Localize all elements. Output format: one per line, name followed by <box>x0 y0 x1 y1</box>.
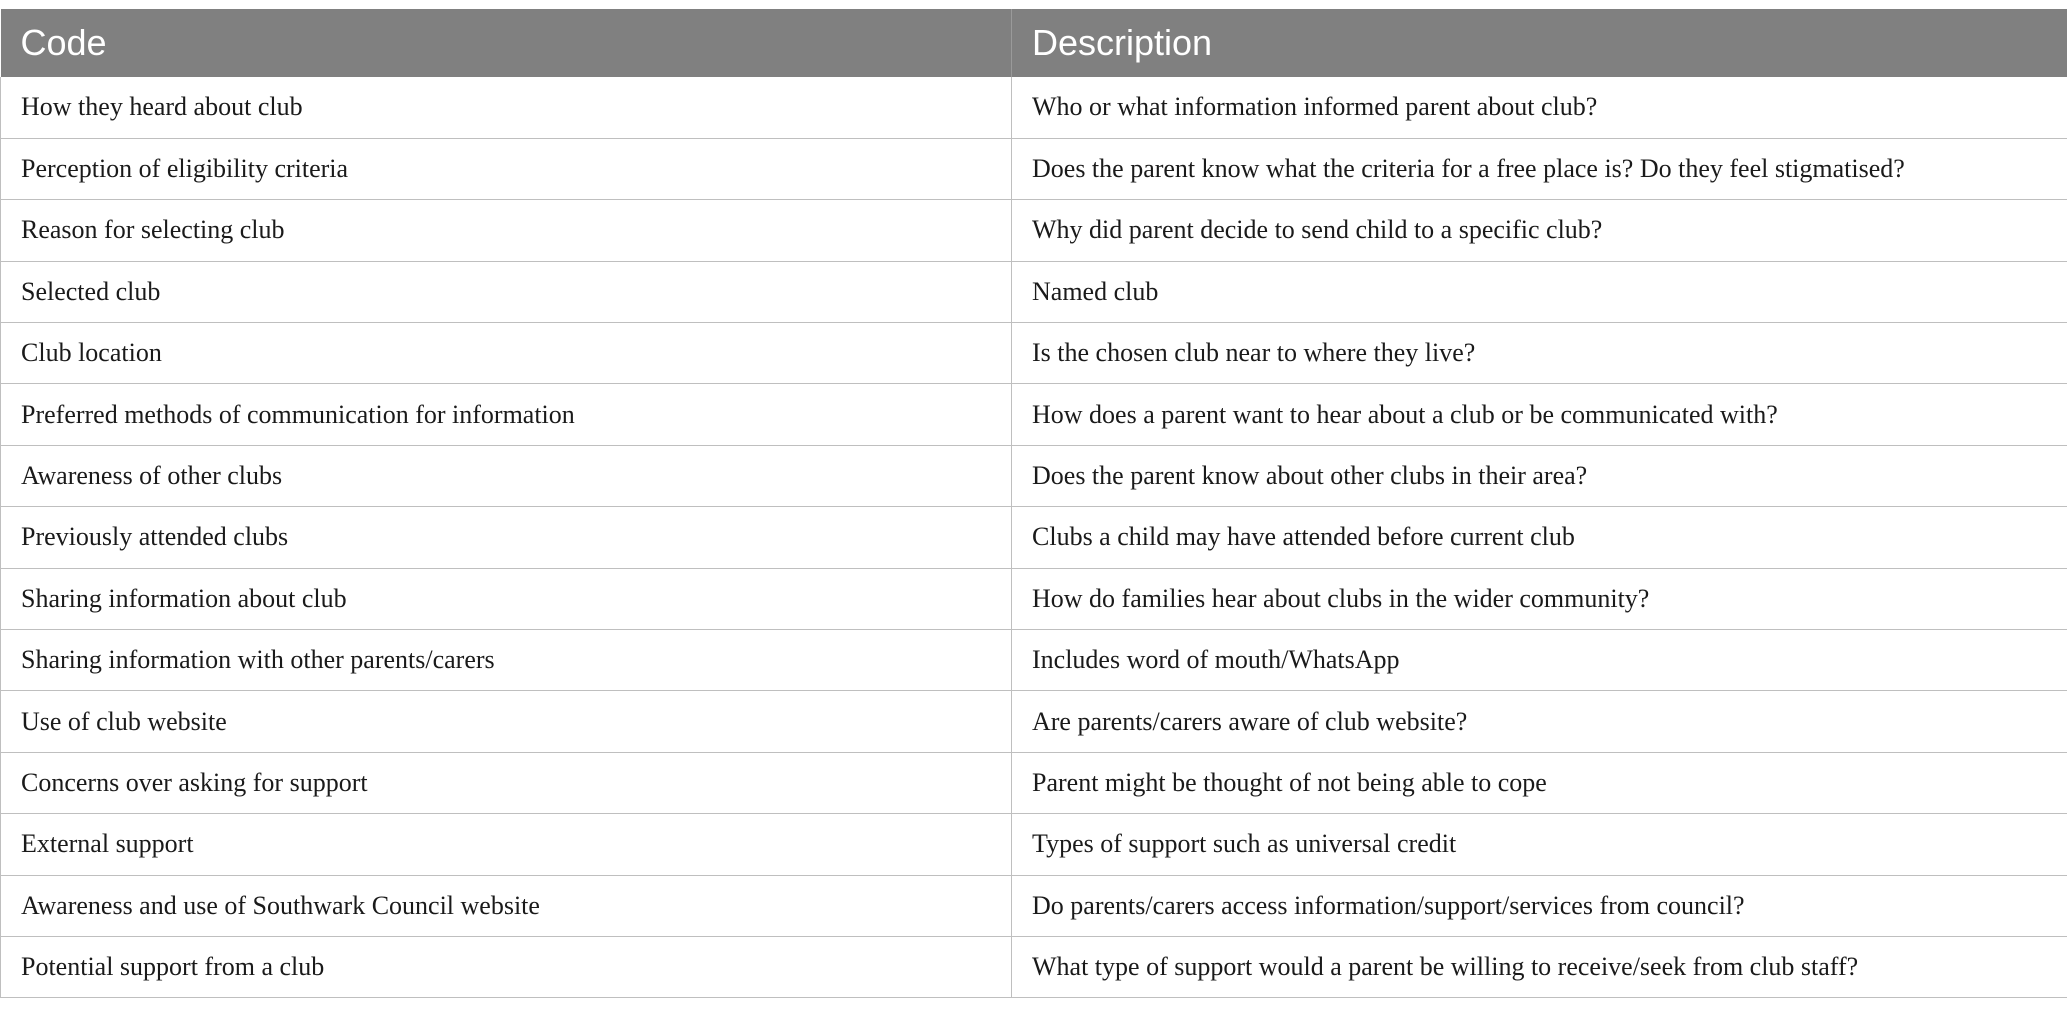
code-cell: External support <box>1 814 1012 875</box>
description-cell: How does a parent want to hear about a club or be communicated with? <box>1012 384 2067 445</box>
table-row <box>1 507 2067 568</box>
codebook-table-container <box>0 9 2067 998</box>
code-cell: Potential support from a club <box>1 936 1012 997</box>
table-row <box>1 568 2067 629</box>
table-row <box>1 77 2067 138</box>
table-row <box>1 200 2067 261</box>
description-cell: Who or what information informed parent about club? <box>1012 77 2067 138</box>
code-cell: Sharing information about club <box>1 568 1012 629</box>
description-cell: Does the parent know about other clubs in their area? <box>1012 445 2067 506</box>
code-cell: Awareness of other clubs <box>1 445 1012 506</box>
column-header-code: Code <box>1 9 1012 77</box>
code-cell: Use of club website <box>1 691 1012 752</box>
table-row <box>1 630 2067 691</box>
code-cell: Sharing information with other parents/carers <box>1 630 1012 691</box>
code-cell: Preferred methods of communication for information <box>1 384 1012 445</box>
table-row <box>1 752 2067 813</box>
table-row <box>1 691 2067 752</box>
table-row <box>1 814 2067 875</box>
code-cell: Reason for selecting club <box>1 200 1012 261</box>
code-cell: Perception of eligibility criteria <box>1 138 1012 199</box>
code-cell: Club location <box>1 323 1012 384</box>
description-cell: Includes word of mouth/WhatsApp <box>1012 630 2067 691</box>
description-cell: Are parents/carers aware of club website? <box>1012 691 2067 752</box>
table-row <box>1 138 2067 199</box>
table-row <box>1 323 2067 384</box>
description-cell: Does the parent know what the criteria for a free place is? Do they feel stigmatised? <box>1012 138 2067 199</box>
table-row <box>1 936 2067 997</box>
table-row <box>1 445 2067 506</box>
description-cell: Do parents/carers access information/support/services from council? <box>1012 875 2067 936</box>
code-cell: Previously attended clubs <box>1 507 1012 568</box>
description-cell: Why did parent decide to send child to a specific club? <box>1012 200 2067 261</box>
table-row <box>1 261 2067 322</box>
header-row <box>1 9 2067 77</box>
description-cell: Is the chosen club near to where they live? <box>1012 323 2067 384</box>
codebook-table <box>0 9 2067 998</box>
description-cell: Parent might be thought of not being able to cope <box>1012 752 2067 813</box>
code-cell: How they heard about club <box>1 77 1012 138</box>
description-cell: What type of support would a parent be willing to receive/seek from club staff? <box>1012 936 2067 997</box>
code-cell: Selected club <box>1 261 1012 322</box>
table-row <box>1 875 2067 936</box>
description-cell: How do families hear about clubs in the wider community? <box>1012 568 2067 629</box>
description-cell: Types of support such as universal credit <box>1012 814 2067 875</box>
table-header <box>1 9 2067 77</box>
table-row <box>1 384 2067 445</box>
description-cell: Named club <box>1012 261 2067 322</box>
code-cell: Concerns over asking for support <box>1 752 1012 813</box>
table-body <box>1 77 2067 998</box>
code-cell: Awareness and use of Southwark Council website <box>1 875 1012 936</box>
description-cell: Clubs a child may have attended before current club <box>1012 507 2067 568</box>
column-header-description: Description <box>1012 9 2067 77</box>
